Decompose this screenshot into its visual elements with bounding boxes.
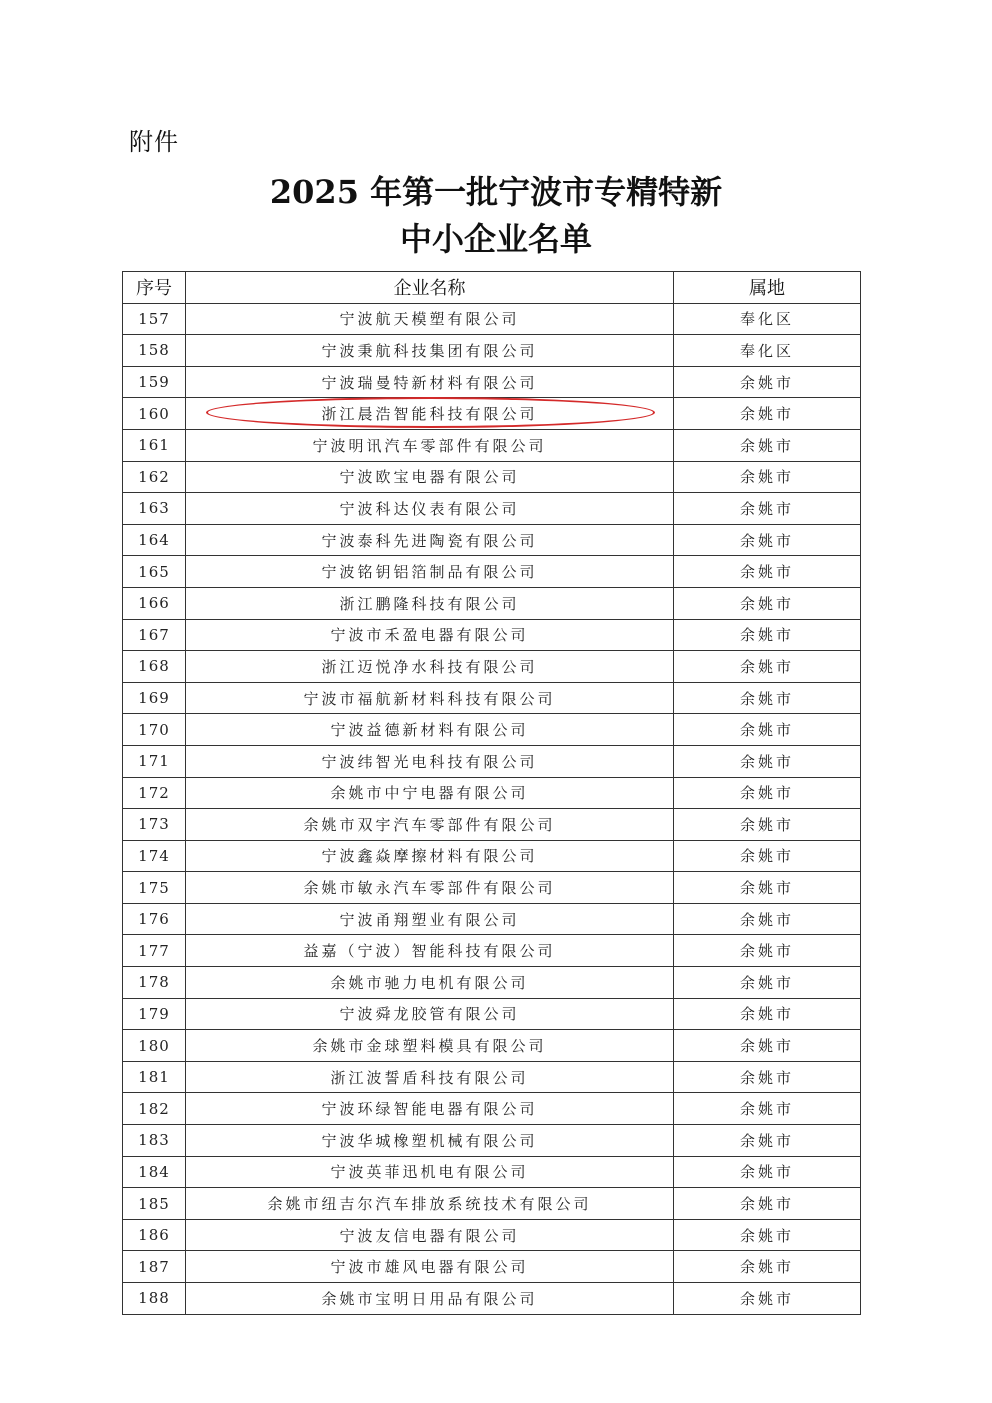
table-row	[123, 1125, 861, 1157]
row-index-cell: 167	[123, 619, 186, 651]
table-row	[123, 1061, 861, 1093]
company-name-cell: 浙江鹏隆科技有限公司	[186, 587, 674, 619]
company-name-cell: 益嘉（宁波）智能科技有限公司	[186, 935, 674, 967]
company-name-cell: 宁波泰科先进陶瓷有限公司	[186, 524, 674, 556]
table-row	[123, 872, 861, 904]
table-row	[123, 1030, 861, 1062]
row-index-cell: 185	[123, 1188, 186, 1220]
row-index-cell: 161	[123, 429, 186, 461]
company-name-cell: 宁波秉航科技集团有限公司	[186, 335, 674, 367]
company-name-cell: 余姚市宝明日用品有限公司	[186, 1283, 674, 1315]
row-index-cell: 177	[123, 935, 186, 967]
table-header-row	[123, 272, 861, 304]
table-row	[123, 840, 861, 872]
row-index-cell: 165	[123, 556, 186, 588]
table-row	[123, 935, 861, 967]
company-name-cell: 宁波瑞曼特新材料有限公司	[186, 366, 674, 398]
table-row	[123, 1093, 861, 1125]
table-row	[123, 998, 861, 1030]
row-index-cell: 171	[123, 745, 186, 777]
location-cell: 余姚市	[674, 1188, 861, 1220]
table-row	[123, 809, 861, 841]
row-index-cell: 169	[123, 682, 186, 714]
table-row	[123, 303, 861, 335]
table-row	[123, 556, 861, 588]
company-name-cell: 余姚市双宇汽车零部件有限公司	[186, 809, 674, 841]
row-index-cell: 164	[123, 524, 186, 556]
company-name-cell: 宁波舜龙胶管有限公司	[186, 998, 674, 1030]
location-cell: 余姚市	[674, 524, 861, 556]
table-row	[123, 524, 861, 556]
table-row	[123, 587, 861, 619]
row-index-cell: 172	[123, 777, 186, 809]
location-cell: 余姚市	[674, 682, 861, 714]
location-cell: 余姚市	[674, 398, 861, 430]
row-index-cell: 180	[123, 1030, 186, 1062]
row-index-cell: 187	[123, 1251, 186, 1283]
location-cell: 余姚市	[674, 1125, 861, 1157]
table-row	[123, 429, 861, 461]
location-cell: 余姚市	[674, 556, 861, 588]
location-cell: 余姚市	[674, 1219, 861, 1251]
table-body	[123, 303, 861, 1314]
company-name-cell: 宁波纬智光电科技有限公司	[186, 745, 674, 777]
company-name-cell: 宁波市雄风电器有限公司	[186, 1251, 674, 1283]
table-row	[123, 903, 861, 935]
company-list-table	[122, 271, 861, 1315]
table-row	[123, 619, 861, 651]
company-name-cell: 宁波鑫焱摩擦材料有限公司	[186, 840, 674, 872]
company-name-cell: 宁波环绿智能电器有限公司	[186, 1093, 674, 1125]
table-row	[123, 1283, 861, 1315]
location-cell: 余姚市	[674, 1061, 861, 1093]
header-index: 序号	[123, 272, 186, 304]
row-index-cell: 168	[123, 651, 186, 683]
row-index-cell: 163	[123, 493, 186, 525]
row-index-cell: 174	[123, 840, 186, 872]
row-index-cell: 178	[123, 967, 186, 999]
company-name-cell: 宁波市福航新材料科技有限公司	[186, 682, 674, 714]
company-list-table-container	[122, 271, 860, 1315]
table-row	[123, 366, 861, 398]
location-cell: 余姚市	[674, 809, 861, 841]
header-company-name: 企业名称	[186, 272, 674, 304]
row-index-cell: 176	[123, 903, 186, 935]
row-index-cell: 170	[123, 714, 186, 746]
table-row-highlighted	[123, 398, 861, 430]
header-location: 属地	[674, 272, 861, 304]
location-cell: 奉化区	[674, 335, 861, 367]
attachment-label: 附件	[129, 128, 179, 156]
table-row	[123, 1156, 861, 1188]
location-cell: 余姚市	[674, 1251, 861, 1283]
table-row	[123, 714, 861, 746]
table-row	[123, 1188, 861, 1220]
row-index-cell: 159	[123, 366, 186, 398]
company-name-cell: 浙江晨浩智能科技有限公司	[186, 398, 674, 430]
location-cell: 余姚市	[674, 998, 861, 1030]
location-cell: 余姚市	[674, 777, 861, 809]
row-index-cell: 188	[123, 1283, 186, 1315]
row-index-cell: 160	[123, 398, 186, 430]
location-cell: 余姚市	[674, 840, 861, 872]
row-index-cell: 162	[123, 461, 186, 493]
table-row	[123, 967, 861, 999]
row-index-cell: 182	[123, 1093, 186, 1125]
company-name-cell: 余姚市金球塑料模具有限公司	[186, 1030, 674, 1062]
company-name-cell: 余姚市中宁电器有限公司	[186, 777, 674, 809]
company-name-cell: 宁波华城橡塑机械有限公司	[186, 1125, 674, 1157]
company-name-cell: 浙江迈悦净水科技有限公司	[186, 651, 674, 683]
company-name-cell: 余姚市纽吉尔汽车排放系统技术有限公司	[186, 1188, 674, 1220]
location-cell: 余姚市	[674, 429, 861, 461]
table-row	[123, 1219, 861, 1251]
row-index-cell: 158	[123, 335, 186, 367]
company-name-cell: 宁波甬翔塑业有限公司	[186, 903, 674, 935]
location-cell: 余姚市	[674, 1093, 861, 1125]
location-cell: 余姚市	[674, 903, 861, 935]
location-cell: 余姚市	[674, 714, 861, 746]
location-cell: 余姚市	[674, 745, 861, 777]
company-name-cell: 余姚市敏永汽车零部件有限公司	[186, 872, 674, 904]
location-cell: 余姚市	[674, 619, 861, 651]
table-row	[123, 777, 861, 809]
document-title-line2: 中小企业名单	[399, 220, 592, 258]
table-row	[123, 493, 861, 525]
location-cell: 奉化区	[674, 303, 861, 335]
row-index-cell: 157	[123, 303, 186, 335]
table-row	[123, 1251, 861, 1283]
company-name-cell: 宁波益德新材料有限公司	[186, 714, 674, 746]
company-name-cell: 浙江波誓盾科技有限公司	[186, 1061, 674, 1093]
location-cell: 余姚市	[674, 366, 861, 398]
company-name-cell: 余姚市驰力电机有限公司	[186, 967, 674, 999]
location-cell: 余姚市	[674, 1030, 861, 1062]
company-name-cell: 宁波铭钥铝箔制品有限公司	[186, 556, 674, 588]
table-row	[123, 651, 861, 683]
location-cell: 余姚市	[674, 935, 861, 967]
company-name-cell: 宁波友信电器有限公司	[186, 1219, 674, 1251]
row-index-cell: 175	[123, 872, 186, 904]
row-index-cell: 166	[123, 587, 186, 619]
location-cell: 余姚市	[674, 1283, 861, 1315]
location-cell: 余姚市	[674, 872, 861, 904]
row-index-cell: 186	[123, 1219, 186, 1251]
location-cell: 余姚市	[674, 493, 861, 525]
location-cell: 余姚市	[674, 967, 861, 999]
table-row	[123, 745, 861, 777]
row-index-cell: 184	[123, 1156, 186, 1188]
table-row	[123, 682, 861, 714]
location-cell: 余姚市	[674, 461, 861, 493]
company-name-cell: 宁波英菲迅机电有限公司	[186, 1156, 674, 1188]
company-name-cell: 宁波航天模塑有限公司	[186, 303, 674, 335]
company-name-cell: 宁波欧宝电器有限公司	[186, 461, 674, 493]
document-title-line1: 2025 年第一批宁波市专精特新	[269, 173, 723, 211]
row-index-cell: 179	[123, 998, 186, 1030]
row-index-cell: 181	[123, 1061, 186, 1093]
location-cell: 余姚市	[674, 587, 861, 619]
row-index-cell: 183	[123, 1125, 186, 1157]
company-name-cell: 宁波科达仪表有限公司	[186, 493, 674, 525]
company-name-cell: 宁波明讯汽车零部件有限公司	[186, 429, 674, 461]
location-cell: 余姚市	[674, 1156, 861, 1188]
location-cell: 余姚市	[674, 651, 861, 683]
table-row	[123, 335, 861, 367]
row-index-cell: 173	[123, 809, 186, 841]
table-row	[123, 461, 861, 493]
company-name-cell: 宁波市禾盈电器有限公司	[186, 619, 674, 651]
